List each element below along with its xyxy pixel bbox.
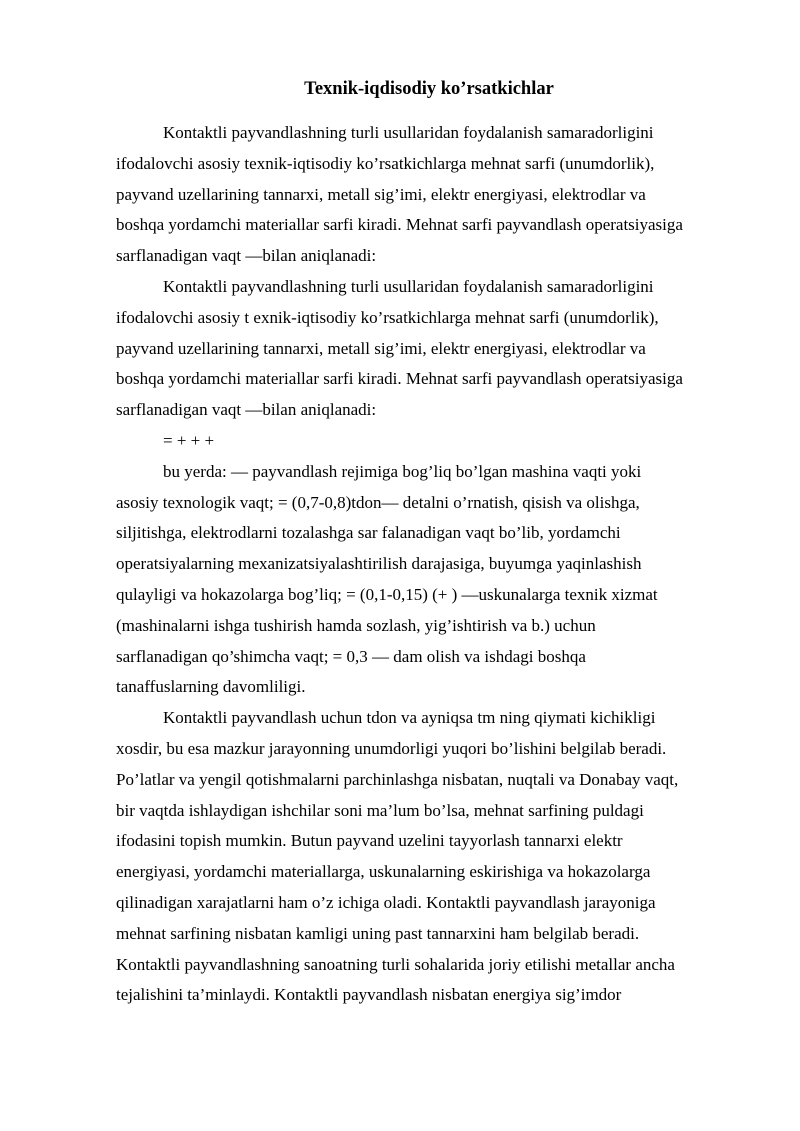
text-line: bir vaqtda ishlaydigan ishchilar soni ma’lum bo’lsa, mehnat sarfining puldagi [116,800,644,820]
paragraph [116,703,746,1011]
document-body [116,118,746,1011]
paragraph [116,426,746,457]
text-line: Kontaktli payvandlashning turli usullaridan foydalanish samaradorligini [163,276,654,296]
text-line: (mashinalarni ishga tushirish hamda sozlash, yig’ishtirish va b.) uchun [116,615,596,635]
text-line: sarflanadigan qo’shimcha vaqt; = 0,3 — dam olish va ishdagi boshqa [116,646,586,666]
text-line: sarflanadigan vaqt —bilan aniqlanadi: [116,400,377,420]
text-line: payvand uzellarining tannarxi, metall sig’imi, elektr energiyasi, elektrodlar va [116,338,646,358]
text-line: bu yerda: — payvandlash rejimiga bog’liq bo’lgan mashina vaqti yoki [163,461,642,481]
text-line: ifodasini topish mumkin. Butun payvand uzelini tayyorlash tannarxi elektr [116,831,623,851]
paragraph [116,118,746,272]
text-line: tejalishini ta’minlaydi. Kontaktli payvandlash nisbatan energiya sig’imdor [116,985,622,1005]
text-line: ifodalovchi asosiy texnik-iqtisodiy ko’rsatkichlarga mehnat sarfi (unumdorlik), [116,153,655,173]
text-line: siljitishga, elektrodlarni tozalashga sar falanadigan vaqt bo’lib, yordamchi [116,523,621,543]
text-line: ifodalovchi asosiy t exnik-iqtisodiy ko’rsatkichlarga mehnat sarfi (unumdorlik), [116,307,659,327]
paragraph [116,457,746,703]
text-line: Kontaktli payvandlash uchun tdon va ayniqsa tm ning qiymati kichikligi [163,708,656,728]
text-line: payvand uzellarining tannarxi, metall sig’imi, elektr energiyasi, elektrodlar va [116,184,646,204]
text-line: asosiy texnologik vaqt; = (0,7-0,8)tdon— detalni o’rnatish, qisish va olishga, [116,492,640,512]
text-line: qilinadigan xarajatlarni ham o’z ichiga oladi. Kontaktli payvandlash jarayoniga [116,892,656,912]
text-line: boshqa yordamchi materiallar sarfi kiradi. Mehnat sarfi payvandlash operatsiyasiga [116,369,683,389]
text-line: operatsiyalarning mexanizatsiyalashtirilish darajasiga, buyumga yaqinlashish [116,554,642,574]
text-line: energiyasi, yordamchi materiallarga, uskunalarning eskirishiga va hokazolarga [116,862,651,882]
text-line: Kontaktli payvandlashning turli usullaridan foydalanish samaradorligini [163,123,654,142]
page-title: Texnik-iqdisodiy ko’rsatkichlar [304,79,554,99]
text-line: xosdir, bu esa mazkur jarayonning unumdorligi yuqori bo’lishini belgilab beradi. [116,738,667,758]
text-line: qulayligi va hokazolarga bog’liq; = (0,1-0,15) (+ ) —uskunalarga texnik xizmat [116,584,658,604]
paragraph [116,272,746,426]
text-line: boshqa yordamchi materiallar sarfi kiradi. Mehnat sarfi payvandlash operatsiyasiga [116,215,683,235]
text-line: tanaffuslarning davomliligi. [116,677,306,697]
text-line: sarflanadigan vaqt —bilan aniqlanadi: [116,246,377,266]
text-line: Kontaktli payvandlashning sanoatning turli sohalarida joriy etilishi metallar ancha [116,954,675,974]
text-line: mehnat sarfining nisbatan kamligi uning past tannarxini ham belgilab beradi. [116,923,640,943]
text-line: = + + + [163,430,215,450]
text-line: Po’latlar va yengil qotishmalarni parchinlashga nisbatan, nuqtali va Donabay vaqt, [116,769,679,789]
